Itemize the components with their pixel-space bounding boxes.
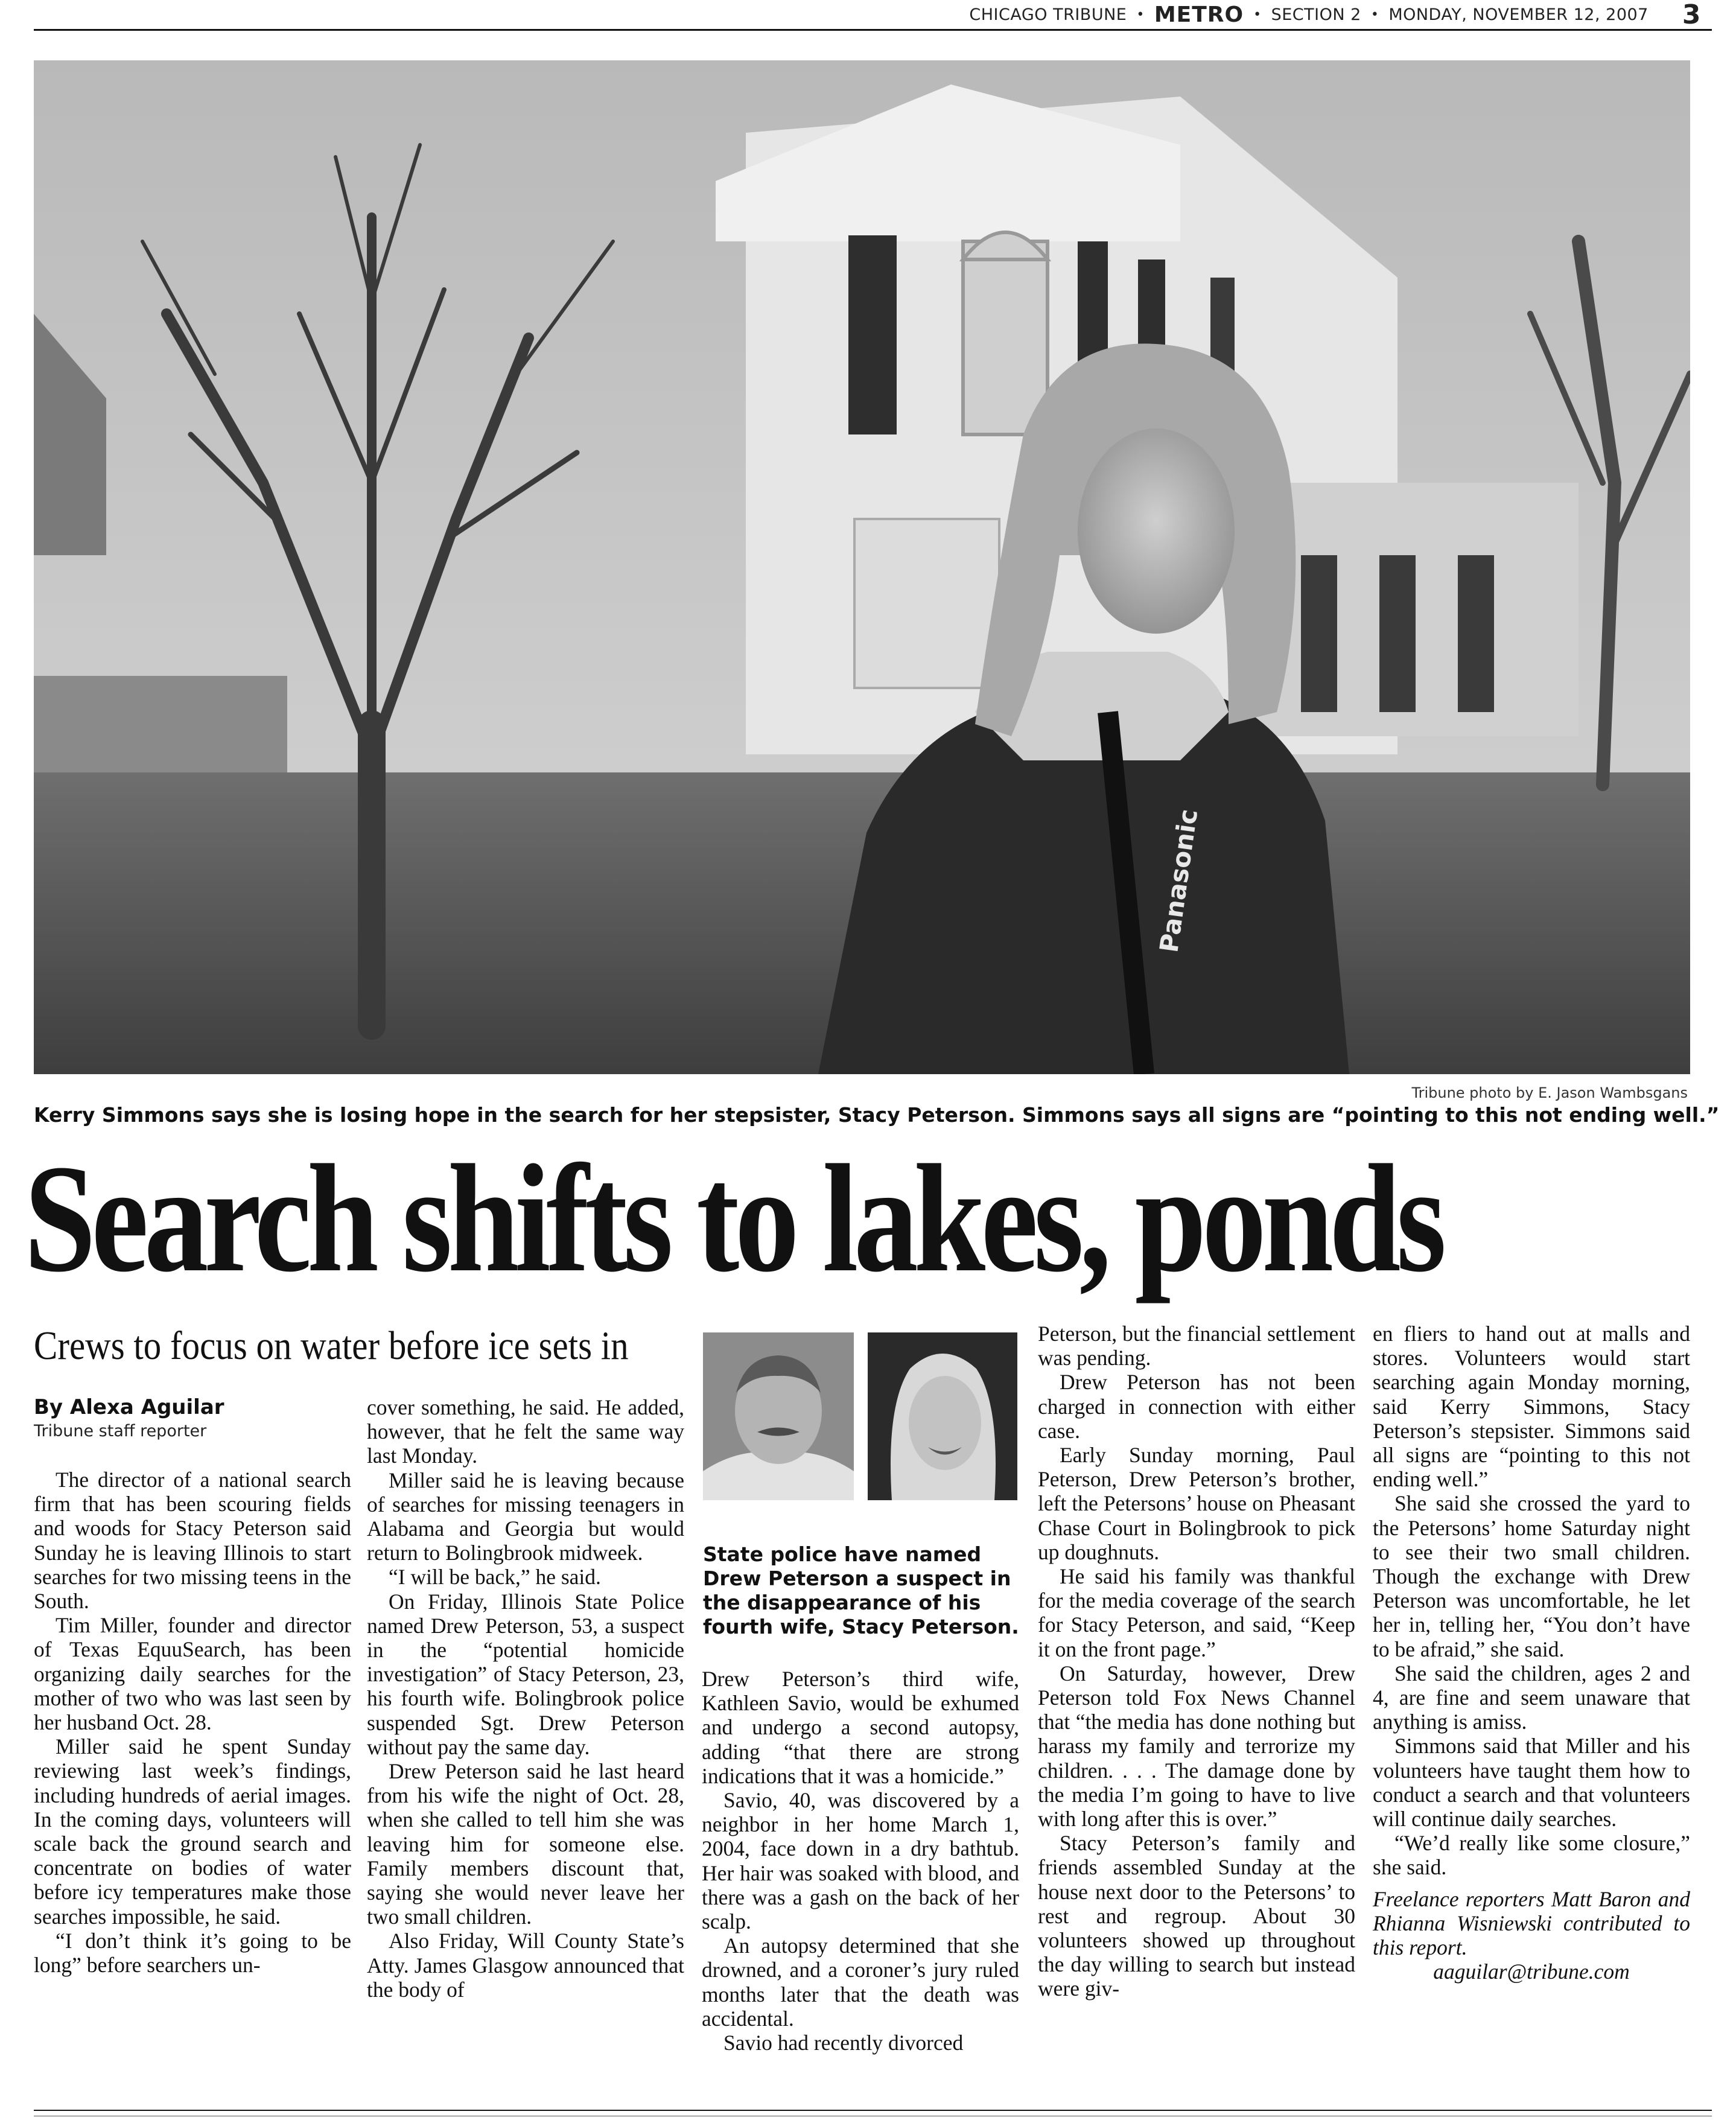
- paragraph: Early Sunday morning, Paul Peterson, Drew Peterson’s brother, left the Petersons’ house on Pheasant Chase Court in Bolingbrook to pick up doughnuts.: [1038, 1443, 1355, 1564]
- paragraph: He said his family was thankful for the media coverage of the search for Stacy Peterson, and said, “Keep it on the front page.”: [1038, 1564, 1355, 1661]
- paragraph: Peterson, but the financial settlement was pending.: [1038, 1322, 1355, 1370]
- section-number: SECTION 2: [1271, 5, 1361, 24]
- deck-headline: Crews to focus on water before ice sets in: [34, 1323, 629, 1368]
- paragraph: Simmons said that Miller and his volunteers have taught them how to conduct a search and that volunteers will continue daily searches.: [1373, 1734, 1690, 1832]
- paragraph: Miller said he spent Sunday reviewing last week’s findings, including hundreds of aerial images. In the coming days, volunteers will scale back the ground search and concentrate on bodies of water before icy temperatures make those searches impossible, he said.: [34, 1734, 351, 1929]
- paragraph: An autopsy determined that she drowned, and a coroner’s jury ruled months later that the death was accidental.: [702, 1933, 1019, 2031]
- byline: [34, 1394, 348, 1442]
- byline-role: Tribune staff reporter: [34, 1422, 207, 1440]
- paragraph: Drew Peterson said he last heard from his wife the night of Oct. 28, when she called to tell him she was leaving him for someone else. Family members discount that, saying she would never leave her two small children.: [367, 1759, 684, 1929]
- author-email: aaguilar@tribune.com: [1433, 1959, 1630, 1984]
- mugshot-caption: State police have named Drew Peterson a suspect in the disappearance of his fourth wife, Stacy Peterson.: [703, 1542, 1019, 1638]
- article-column-2: [367, 1395, 684, 2095]
- headline: Search shifts to lakes, ponds: [24, 1133, 1442, 1304]
- paragraph: Tim Miller, founder and director of Texas EquuSearch, has been organizing daily searches for the mother of two who was last seen by her husband Oct. 28.: [34, 1613, 351, 1735]
- photo-credit: Tribune photo by E. Jason Wambsgans: [1411, 1084, 1688, 1101]
- lead-photo-image: [34, 60, 1690, 1074]
- paragraph: “We’d really like some closure,” she said.: [1373, 1831, 1690, 1880]
- paragraph: Stacy Peterson’s family and friends assembled Sunday at the house next door to the Petersons’ to rest and regroup. About 30 volunteers showed up throughout the day willing to search but instead were giv-: [1038, 1831, 1355, 2001]
- issue-date: MONDAY, NOVEMBER 12, 2007: [1388, 5, 1649, 24]
- paragraph: “I don’t think it’s going to be long” before searchers un-: [34, 1928, 351, 1978]
- paragraph: On Friday, Illinois State Police named Drew Peterson, 53, a suspect in the “potential homicide investigation” of Stacy Peterson, 23, his fourth wife. Bolingbrook police suspended Sgt. Drew Peterson without pay the same day.: [367, 1589, 684, 1759]
- paragraph: The director of a national search firm that has been scouring fields and woods for Stacy Peterson said Sunday he is leaving Illinois to start searches for two missing teens in the South.: [34, 1468, 351, 1614]
- page-folio: [969, 0, 1701, 30]
- paragraph: Miller said he is leaving because of searches for missing teenagers in Alabama and Georgia but would return to Bolingbrook midweek.: [367, 1468, 684, 1565]
- article-column-4: [1038, 1322, 1355, 2095]
- folio-separator: •: [1253, 7, 1262, 22]
- article-column-3: [702, 1667, 1019, 2095]
- paragraph: Also Friday, Will County State’s Atty. James Glasgow announced that the body of: [367, 1929, 684, 2002]
- article-column-1: [34, 1468, 351, 2095]
- paper-name: CHICAGO TRIBUNE: [969, 5, 1127, 24]
- paragraph: Drew Peterson’s third wife, Kathleen Savio, would be exhumed and undergo a second autopsy, adding “that there are strong indications that it was a homicide.”: [702, 1667, 1019, 1788]
- paragraph: “I will be back,” he said.: [389, 1565, 601, 1590]
- paragraph: Savio, 40, was discovered by a neighbor in her home March 1, 2004, face down in a dry bathtub. Her hair was soaked with blood, and there was a gash on the back of her scalp.: [702, 1788, 1019, 1934]
- mugshot-stacy-peterson-image: [868, 1332, 1017, 1500]
- paragraph: She said the children, ages 2 and 4, are fine and seem unaware that anything is amiss.: [1373, 1661, 1690, 1734]
- lanyard-text: Panasonic: [1154, 807, 1204, 955]
- photo-caption: Kerry Simmons says she is losing hope in the search for her stepsister, Stacy Peterson. Simmons says all signs are “pointing to this not ending well.”: [34, 1103, 1720, 1127]
- mugshot-drew-peterson: [703, 1332, 854, 1500]
- paragraph: Drew Peterson has not been charged in connection with either case.: [1038, 1370, 1355, 1443]
- paragraph: en fliers to hand out at malls and stores. Volunteers would start searching again Monday morning, said Kerry Simmons, Stacy Peterson’s stepsister. Simmons said all signs are “pointing to this not ending well.”: [1373, 1322, 1690, 1492]
- folio-separator: •: [1136, 7, 1145, 22]
- folio-separator: •: [1370, 7, 1379, 22]
- page-number: 3: [1682, 0, 1701, 30]
- mugshot-stacy-peterson: [868, 1332, 1017, 1500]
- paragraph: On Saturday, however, Drew Peterson told Fox News Channel that “the media has done nothing but harass my family and terrorize my children. . . . The damage done by the media I’m going to have to live with long after this is over.”: [1038, 1661, 1355, 1832]
- byline-name: By Alexa Aguilar: [34, 1395, 224, 1419]
- section-name: METRO: [1154, 2, 1244, 27]
- article-column-5: [1373, 1322, 1690, 2095]
- contributor-note: Freelance reporters Matt Baron and Rhianna Wisniewski contributed to this report.: [1373, 1886, 1690, 1960]
- paragraph: Savio had recently divorced: [723, 2031, 964, 2055]
- page-bottom-rule: [34, 2110, 1712, 2111]
- mugshot-drew-peterson-image: [703, 1332, 854, 1500]
- lead-photo: [34, 60, 1690, 1074]
- paragraph: She said she crossed the yard to the Petersons’ home Saturday night to see their two small children. Though the exchange with Drew Peterson was uncomfortable, he let her in, telling her, “You don’t have to be afraid,” she said.: [1373, 1491, 1690, 1661]
- paragraph: cover something, he said. He added, however, that he felt the same way last Monday.: [367, 1395, 684, 1468]
